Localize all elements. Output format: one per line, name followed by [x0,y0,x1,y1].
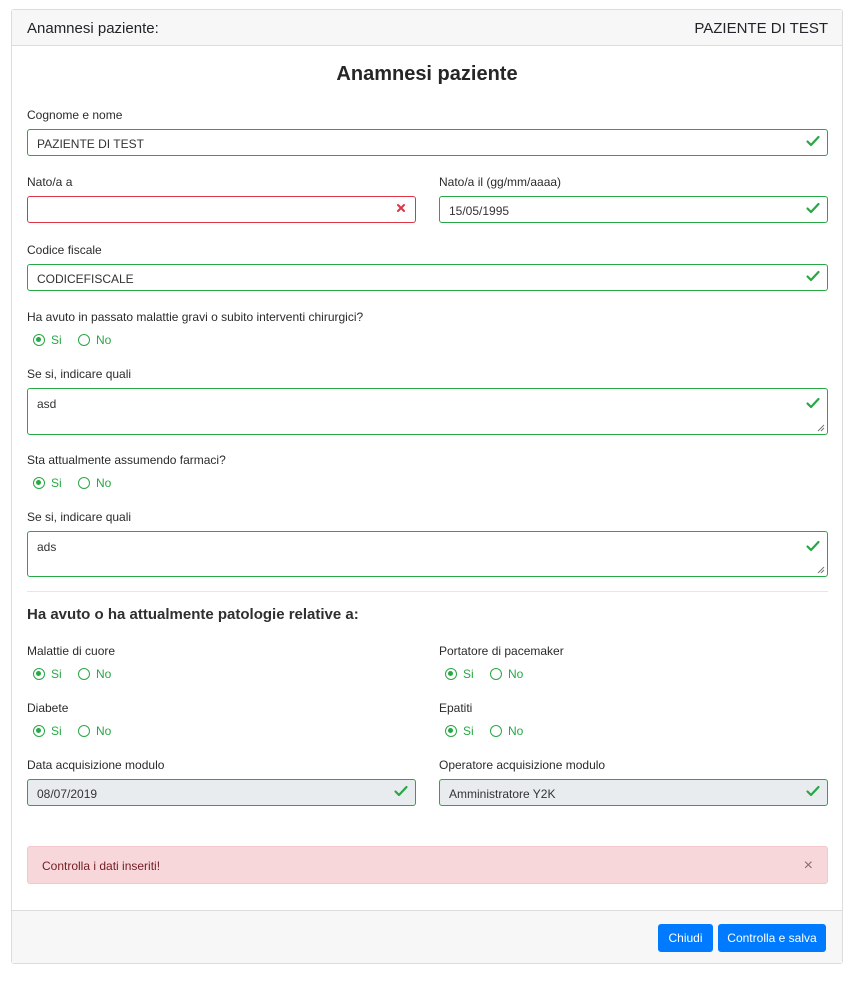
radio-selected-icon [445,725,457,737]
check-icon [805,783,821,799]
check-icon [393,783,409,799]
nato-il-value: 15/05/1995 [449,204,510,218]
card-footer [12,910,842,963]
nato-il-input[interactable] [439,196,828,223]
nato-a-label: Nato/a a [27,175,73,189]
operatore-input [439,779,828,806]
radio-unselected-icon [78,668,90,680]
form-title: Anamnesi paziente [336,63,518,85]
radio-label: Si [463,667,474,681]
radio-unselected-icon [490,725,502,737]
radio-label: Si [51,476,62,490]
radio-label: No [508,724,524,738]
malattie-cuore-radio-group [33,667,153,683]
pacemaker-radio-group [445,667,565,683]
data-acquisizione-value: 08/07/2019 [37,787,98,801]
radio-unselected-icon [78,477,90,489]
check-and-save-button[interactable]: Controlla e salva [718,924,826,952]
malattie-gravi-radio-group [33,333,153,349]
codice-fiscale-label: Codice fiscale [27,243,102,257]
radio-label: No [96,333,112,347]
cognome-nome-input[interactable] [27,129,828,156]
farmaci-quali-value: ads [37,540,57,554]
radio-label: No [508,667,524,681]
malattie-quali-textarea[interactable] [27,388,828,435]
diabete-radio-group [33,724,153,740]
card-header [12,10,842,46]
cognome-nome-label: Cognome e nome [27,108,123,122]
radio-label: Si [51,667,62,681]
radio-selected-icon [33,725,45,737]
malattie-cuore-label: Malattie di cuore [27,644,116,658]
codice-fiscale-input[interactable] [27,264,828,291]
nato-il-label: Nato/a il (gg/mm/aaaa) [439,175,562,189]
resize-handle-icon[interactable] [817,424,825,432]
radio-selected-icon [33,477,45,489]
radio-label: No [96,724,112,738]
malattie-quali-label: Se si, indicare quali [27,367,132,381]
diabete-label: Diabete [27,701,69,715]
header-title: Anamnesi paziente: [27,20,159,37]
check-icon [805,395,821,411]
pacemaker-label: Portatore di pacemaker [439,644,564,658]
radio-label: No [96,667,112,681]
check-icon [805,133,821,149]
alert-message: Controlla i dati inseriti! [42,859,161,873]
radio-unselected-icon [78,725,90,737]
radio-selected-icon [33,668,45,680]
radio-label: Si [463,724,474,738]
header-patient-name: PAZIENTE DI TEST [694,20,828,37]
operatore-value: Amministratore Y2K [449,787,556,801]
farmaci-radio-group [33,476,153,492]
epatiti-label: Epatiti [439,701,473,715]
radio-unselected-icon [78,334,90,346]
radio-selected-icon [445,668,457,680]
check-icon [805,538,821,554]
radio-selected-icon [33,334,45,346]
check-icon [805,268,821,284]
resize-handle-icon[interactable] [817,566,825,574]
data-acquisizione-label: Data acquisizione modulo [27,758,165,772]
check-icon [805,200,821,216]
radio-label: Si [51,333,62,347]
codice-fiscale-value: CODICEFISCALE [37,272,134,286]
farmaci-quali-label: Se si, indicare quali [27,510,132,524]
radio-unselected-icon [490,668,502,680]
malattie-gravi-label: Ha avuto in passato malattie gravi o subito interventi chirurgici? [27,310,364,324]
radio-label: No [96,476,112,490]
section-divider [27,591,828,592]
close-icon[interactable]: × [803,857,813,874]
farmaci-quali-textarea[interactable] [27,531,828,577]
anamnesis-card [11,9,843,964]
section-title: Ha avuto o ha attualmente patologie relative a: [27,606,359,623]
farmaci-label: Sta attualmente assumendo farmaci? [27,453,226,467]
malattie-quali-value: asd [37,397,57,411]
validation-alert [27,846,828,884]
cognome-nome-value: PAZIENTE DI TEST [37,137,144,151]
nato-a-input[interactable] [27,196,416,223]
x-icon [393,200,409,216]
epatiti-radio-group [445,724,565,740]
data-acquisizione-input [27,779,416,806]
operatore-label: Operatore acquisizione modulo [439,758,606,772]
close-button[interactable]: Chiudi [658,924,713,952]
radio-label: Si [51,724,62,738]
